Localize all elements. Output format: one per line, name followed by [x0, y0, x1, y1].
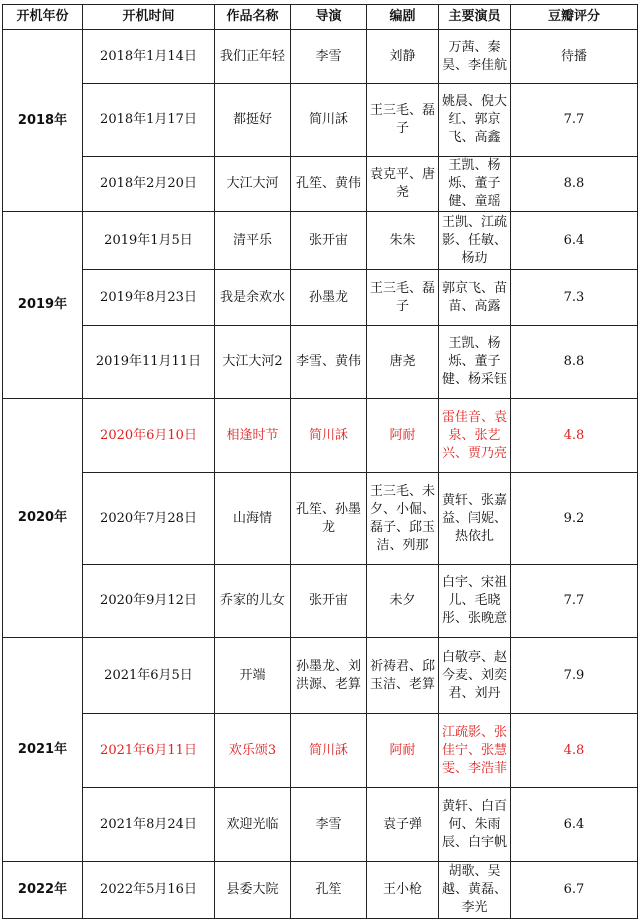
writer-cell: 袁子弹 [367, 788, 439, 862]
table-row [3, 638, 638, 714]
header-start-date: 开机时间 [83, 5, 215, 30]
director-cell: 张开宙 [291, 565, 367, 638]
date-cell: 2020年6月10日 [83, 399, 215, 473]
date-cell: 2021年6月11日 [83, 714, 215, 788]
table-row [3, 565, 638, 638]
title-cell: 我们正年轻 [215, 30, 291, 84]
score-cell: 7.7 [511, 565, 638, 638]
director-cell: 简川訸 [291, 84, 367, 157]
cast-cell: 黄轩、白百何、朱雨辰、白宇帆 [439, 788, 511, 862]
table-row [3, 84, 638, 157]
cast-cell: 姚晨、倪大红、郭京飞、高鑫 [439, 84, 511, 157]
title-cell: 开端 [215, 638, 291, 714]
header-director: 导演 [291, 5, 367, 30]
header-douban-score: 豆瓣评分 [511, 5, 638, 30]
director-cell: 李雪 [291, 30, 367, 84]
header-writer: 编剧 [367, 5, 439, 30]
date-cell: 2020年7月28日 [83, 473, 215, 565]
cast-cell: 万茜、秦昊、李佳航 [439, 30, 511, 84]
director-cell: 李雪 [291, 788, 367, 862]
score-cell: 4.8 [511, 399, 638, 473]
writer-cell: 王三毛、磊子 [367, 84, 439, 157]
table-row [3, 270, 638, 326]
table-row [3, 212, 638, 270]
header-row [3, 5, 638, 30]
title-cell: 乔家的儿女 [215, 565, 291, 638]
director-cell: 孙墨龙 [291, 270, 367, 326]
title-cell: 欢乐颂3 [215, 714, 291, 788]
title-cell: 相逢时节 [215, 399, 291, 473]
date-cell: 2020年9月12日 [83, 565, 215, 638]
table-row [3, 157, 638, 212]
cast-cell: 雷佳音、袁泉、张艺兴、贾乃亮 [439, 399, 511, 473]
score-cell: 6.4 [511, 788, 638, 862]
date-cell: 2018年1月14日 [83, 30, 215, 84]
director-cell: 孔笙、孙墨龙 [291, 473, 367, 565]
header-cast: 主要演员 [439, 5, 511, 30]
writer-cell: 王小枪 [367, 862, 439, 919]
title-cell: 都挺好 [215, 84, 291, 157]
title-cell: 山海情 [215, 473, 291, 565]
score-cell: 6.7 [511, 862, 638, 919]
year-cell: 2022年 [3, 862, 83, 919]
date-cell: 2021年8月24日 [83, 788, 215, 862]
writer-cell: 王三毛、未夕、小倔、磊子、邱玉洁、列那 [367, 473, 439, 565]
year-cell: 2020年 [3, 399, 83, 638]
cast-cell: 江疏影、张佳宁、张慧雯、李浩菲 [439, 714, 511, 788]
score-cell: 7.7 [511, 84, 638, 157]
title-cell: 清平乐 [215, 212, 291, 270]
score-cell: 待播 [511, 30, 638, 84]
cast-cell: 黄轩、张嘉益、闫妮、热依扎 [439, 473, 511, 565]
writer-cell: 未夕 [367, 565, 439, 638]
header-year: 开机年份 [3, 5, 83, 30]
table-row [3, 399, 638, 473]
director-cell: 简川訸 [291, 399, 367, 473]
date-cell: 2019年8月23日 [83, 270, 215, 326]
date-cell: 2021年6月5日 [83, 638, 215, 714]
date-cell: 2022年5月16日 [83, 862, 215, 919]
score-cell: 7.3 [511, 270, 638, 326]
cast-cell: 白敬亭、赵今麦、刘奕君、刘丹 [439, 638, 511, 714]
title-cell: 大江大河2 [215, 326, 291, 399]
score-cell: 4.8 [511, 714, 638, 788]
cast-cell: 胡歌、吴越、黄磊、李光 [439, 862, 511, 919]
date-cell: 2018年1月17日 [83, 84, 215, 157]
cast-cell: 王凯、江疏影、任敏、杨玏 [439, 212, 511, 270]
writer-cell: 王三毛、磊子 [367, 270, 439, 326]
director-cell: 孔笙 [291, 862, 367, 919]
writer-cell: 祈祷君、邱玉洁、老算 [367, 638, 439, 714]
writer-cell: 唐尧 [367, 326, 439, 399]
score-cell: 8.8 [511, 157, 638, 212]
writer-cell: 朱朱 [367, 212, 439, 270]
cast-cell: 王凯、杨烁、董子健、杨采钰 [439, 326, 511, 399]
director-cell: 孔笙、黄伟 [291, 157, 367, 212]
score-cell: 6.4 [511, 212, 638, 270]
cast-cell: 郭京飞、苗苗、高露 [439, 270, 511, 326]
date-cell: 2019年11月11日 [83, 326, 215, 399]
year-cell: 2018年 [3, 30, 83, 212]
cast-cell: 白宇、宋祖儿、毛晓彤、张晚意 [439, 565, 511, 638]
table-row [3, 30, 638, 84]
score-cell: 8.8 [511, 326, 638, 399]
director-cell: 孙墨龙、刘洪源、老算 [291, 638, 367, 714]
production-table [2, 4, 638, 919]
writer-cell: 袁克平、唐尧 [367, 157, 439, 212]
director-cell: 张开宙 [291, 212, 367, 270]
table-row [3, 326, 638, 399]
writer-cell: 阿耐 [367, 399, 439, 473]
year-cell: 2019年 [3, 212, 83, 399]
date-cell: 2018年2月20日 [83, 157, 215, 212]
table-row [3, 862, 638, 919]
writer-cell: 刘静 [367, 30, 439, 84]
cast-cell: 王凯、杨烁、董子健、童瑶 [439, 157, 511, 212]
title-cell: 我是余欢水 [215, 270, 291, 326]
title-cell: 欢迎光临 [215, 788, 291, 862]
table-row [3, 714, 638, 788]
title-cell: 县委大院 [215, 862, 291, 919]
date-cell: 2019年1月5日 [83, 212, 215, 270]
score-cell: 7.9 [511, 638, 638, 714]
table-row [3, 788, 638, 862]
writer-cell: 阿耐 [367, 714, 439, 788]
score-cell: 9.2 [511, 473, 638, 565]
director-cell: 李雪、黄伟 [291, 326, 367, 399]
year-cell: 2021年 [3, 638, 83, 862]
header-title: 作品名称 [215, 5, 291, 30]
title-cell: 大江大河 [215, 157, 291, 212]
table-row [3, 473, 638, 565]
director-cell: 简川訸 [291, 714, 367, 788]
